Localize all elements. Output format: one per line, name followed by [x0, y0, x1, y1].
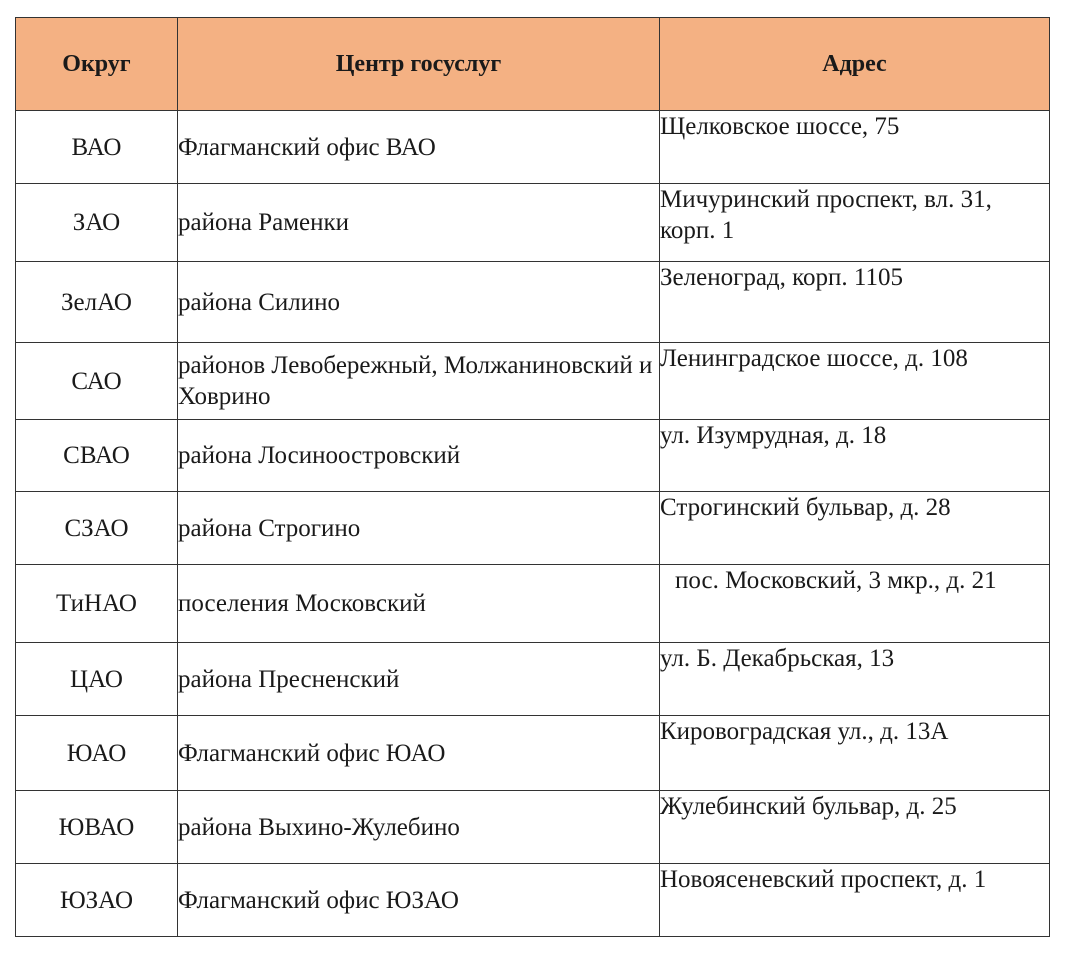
table-header-row	[16, 18, 1050, 111]
cell-okrug: ЗАО	[16, 184, 178, 262]
cell-center: района Силино	[178, 262, 660, 343]
table-row	[16, 864, 1050, 937]
cell-center: поселения Московский	[178, 565, 660, 643]
cell-center: районов Левобережный, Молжаниновский и Ховрино	[178, 343, 660, 420]
table-row	[16, 716, 1050, 791]
table-row	[16, 262, 1050, 343]
table-row	[16, 492, 1050, 565]
table-row	[16, 420, 1050, 492]
cell-okrug: ТиНАО	[16, 565, 178, 643]
cell-address: Зеленоград, корп. 1105	[660, 262, 1050, 343]
cell-center: Флагманский офис ЮЗАО	[178, 864, 660, 937]
cell-okrug: ВАО	[16, 111, 178, 184]
table-row	[16, 343, 1050, 420]
cell-address: пос. Московский, 3 мкр., д. 21	[660, 565, 1050, 643]
cell-center: района Лосиноостровский	[178, 420, 660, 492]
cell-address: Мичуринский проспект, вл. 31, корп. 1	[660, 184, 1050, 262]
cell-okrug: ЮЗАО	[16, 864, 178, 937]
cell-center: района Пресненский	[178, 643, 660, 716]
cell-address: Щелковское шоссе, 75	[660, 111, 1050, 184]
table-row	[16, 111, 1050, 184]
cell-address: Кировоградская ул., д. 13А	[660, 716, 1050, 791]
cell-center: Флагманский офис ЮАО	[178, 716, 660, 791]
table-row	[16, 565, 1050, 643]
cell-center: района Выхино-Жулебино	[178, 791, 660, 864]
cell-center: Флагманский офис ВАО	[178, 111, 660, 184]
cell-okrug: ЮВАО	[16, 791, 178, 864]
cell-center: района Раменки	[178, 184, 660, 262]
cell-address: ул. Изумрудная, д. 18	[660, 420, 1050, 492]
header-center: Центр госуслуг	[178, 18, 660, 111]
cell-address: ул. Б. Декабрьская, 13	[660, 643, 1050, 716]
cell-address: Жулебинский бульвар, д. 25	[660, 791, 1050, 864]
cell-address: Ленинградское шоссе, д. 108	[660, 343, 1050, 420]
cell-address: Строгинский бульвар, д. 28	[660, 492, 1050, 565]
cell-center: района Строгино	[178, 492, 660, 565]
cell-okrug: ЮАО	[16, 716, 178, 791]
cell-okrug: СЗАО	[16, 492, 178, 565]
table-row	[16, 643, 1050, 716]
table-row	[16, 184, 1050, 262]
cell-okrug: СВАО	[16, 420, 178, 492]
header-okrug: Округ	[16, 18, 178, 111]
header-address: Адрес	[660, 18, 1050, 111]
table-row	[16, 791, 1050, 864]
cell-address: Новоясеневский проспект, д. 1	[660, 864, 1050, 937]
cell-okrug: ЗелАО	[16, 262, 178, 343]
service-centers-table	[15, 17, 1050, 937]
cell-okrug: ЦАО	[16, 643, 178, 716]
cell-okrug: САО	[16, 343, 178, 420]
